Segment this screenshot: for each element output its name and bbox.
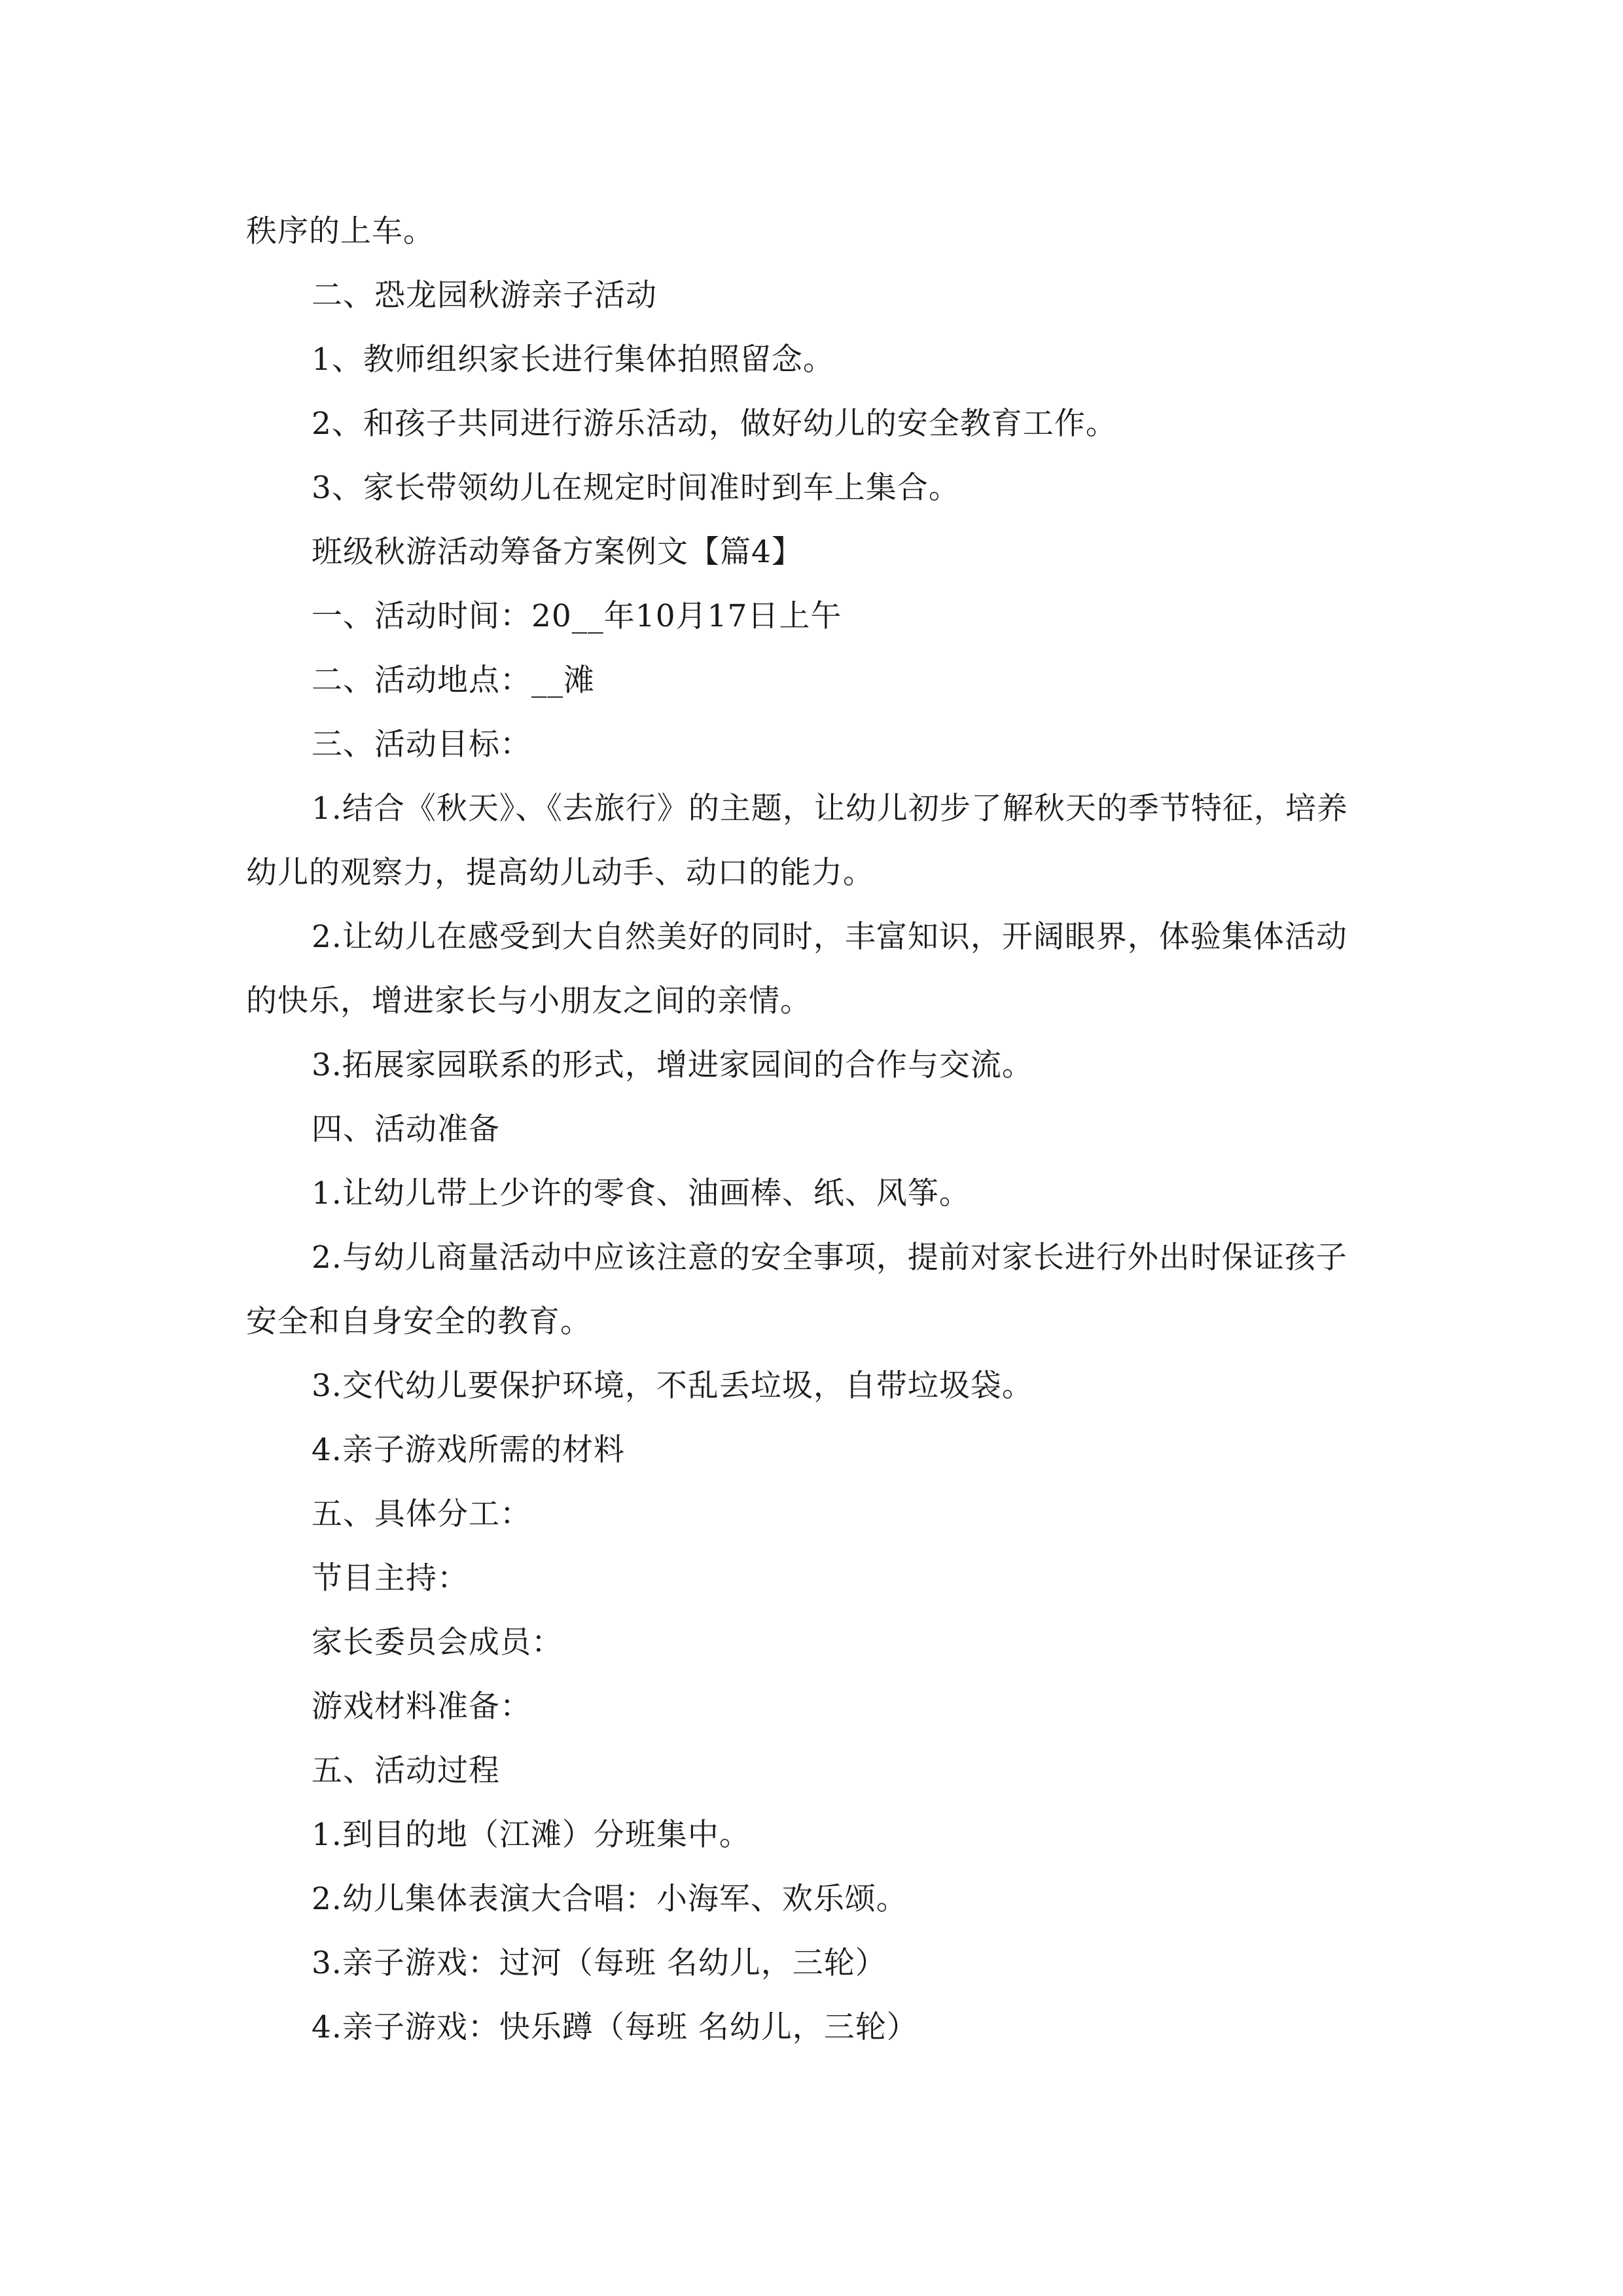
- text-line: 2.让幼儿在感受到大自然美好的同时，丰富知识，开阔眼界，体验集体活动: [312, 919, 1347, 955]
- text-line: 安全和自身安全的教育。: [246, 1304, 592, 1340]
- text-line: 1.结合《秋天》、《去旅行》的主题，让幼儿初步了解秋天的季节特征，培养: [312, 791, 1348, 827]
- document-body: [246, 200, 1378, 2060]
- text-line: 2.幼儿集体表演大合唱：小海军、欢乐颂。: [312, 1881, 908, 1917]
- text-line: 3.亲子游戏：过河（每班 名幼儿，三轮）: [312, 1945, 887, 1981]
- text-line: 2、和孩子共同进行游乐活动，做好幼儿的安全教育工作。: [312, 406, 1117, 442]
- text-line: 2.与幼儿商量活动中应该注意的安全事项，提前对家长进行外出时保证孩子: [312, 1240, 1347, 1276]
- text-line: 秩序的上车。: [246, 213, 435, 249]
- text-line: 的快乐，增进家长与小朋友之间的亲情。: [246, 983, 812, 1019]
- text-line: 四、活动准备: [312, 1111, 500, 1147]
- text-line: 1.到目的地（江滩）分班集中。: [312, 1817, 751, 1853]
- text-line: 1.让幼儿带上少许的零食、油画棒、纸、风筝。: [312, 1175, 971, 1211]
- text-line: 五、具体分工：: [312, 1496, 531, 1532]
- text-line: 五、活动过程: [312, 1753, 500, 1789]
- text-line: 3、家长带领幼儿在规定时间准时到车上集合。: [312, 470, 960, 506]
- text-line: 4.亲子游戏：快乐蹲（每班 名幼儿，三轮）: [312, 2009, 918, 2045]
- text-line: 节目主持：: [312, 1560, 469, 1596]
- text-line: 三、活动目标：: [312, 726, 531, 762]
- text-line: 班级秋游活动筹备方案例文【篇4】: [312, 534, 803, 570]
- text-line: 游戏材料准备：: [312, 1689, 531, 1725]
- text-line: 3.交代幼儿要保护环境，不乱丢垃圾，自带垃圾袋。: [312, 1368, 1033, 1404]
- text-line: 家长委员会成员：: [312, 1624, 563, 1660]
- text-line: 4.亲子游戏所需的材料: [312, 1432, 625, 1468]
- text-line: 幼儿的观察力，提高幼儿动手、动口的能力。: [246, 855, 874, 891]
- text-line: 二、活动地点：__滩: [312, 662, 595, 698]
- text-line: 1、教师组织家长进行集体拍照留念。: [312, 342, 834, 378]
- text-line: 二、恐龙园秋游亲子活动: [312, 278, 657, 314]
- text-line: 一、活动时间：20__年10月17日上午: [312, 598, 842, 634]
- text-line: 3.拓展家园联系的形式，增进家园间的合作与交流。: [312, 1047, 1033, 1083]
